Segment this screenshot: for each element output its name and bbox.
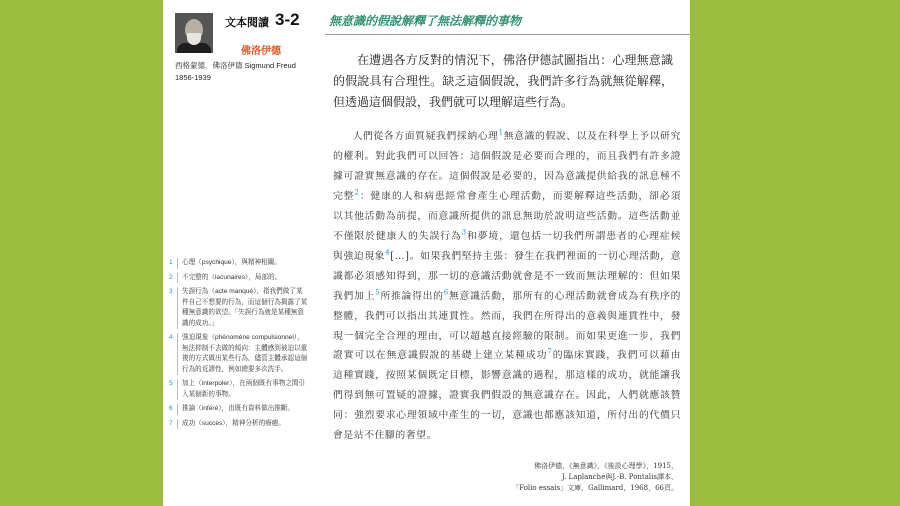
chapter-title: 無意識的假說解釋了無法解釋的事物 [329,14,522,28]
note-number: 7 [169,419,173,427]
note-text: 心理（psychique），與精神相關。 [177,258,309,269]
footnote-marker-4[interactable]: 4 [385,248,391,257]
note-item [169,404,309,415]
note-text: 加上（interpoler），在兩個既有事物之間引入某個新的事物。 [177,379,309,400]
note-number: 6 [169,405,173,412]
footnote-marker-2[interactable]: 2 [354,188,360,197]
main-text [333,127,681,446]
citation-line: 佛洛伊德，《無意識》，《後設心理學》，1915， [534,462,678,470]
footnote-marker-3[interactable]: 3 [461,228,467,237]
lesson-label: 文本閱讀 [225,17,269,29]
text-segment: 所推論得出的 [380,290,444,302]
citation-line: J. Laplanche與J.-B. Pontalis譯本， [561,473,678,481]
margin-notes [169,258,309,433]
note-text: 推論（inféré），由既有資料做出推斷。 [177,404,309,415]
header-divider [325,34,690,35]
citation-line: 「Folio essais」文庫，Gallimard，1968，66頁。 [512,484,678,492]
source-citation [478,461,678,494]
text-segment: 無意識的假說、以及在科學上予以研究的權利。對此我們可以回答：這個假說是必要而合理的，而且我們有許多證據可證實無意識的存在。這個假說是必要的，因為意識提供給我的訊息極不完整 [333,131,681,202]
author-years: 1856-1939 [175,73,211,82]
note-number: 3 [169,288,173,295]
note-number: 1 [169,259,173,266]
text-segment: 的臨床實踐，我們可以藉由這種實踐，按照某個既定目標，影響意識的過程，那這樣的成功，就能讓我們得到無可置疑的證據，證實我們假設的無意識存在。因此，人們就應該贊同：強烈要求心理領域中產生的一切，意識也都應該知道，所付出的代價只會是站不住腳的奢望。 [333,350,682,442]
note-item [169,379,309,400]
text-segment: 人們從各方面質疑我們採納心理 [352,131,499,142]
footnote-marker-1[interactable]: 1 [498,128,504,137]
note-text: 成功（succès），精神分析的療癒。 [177,419,309,430]
text-segment: ：健康的人和病患經常會產生心理活動，而要解釋這些活動，卻必須以其他活動為前提，而意識所提供的訊息無助於說明這些活動。這些活動並不僅限於健康人的失誤行為 [333,190,682,242]
lesson-number: 3-2 [275,10,300,29]
text-segment: 和夢境，還包括一切我們所謂患者的心理症候與強迫現象 [333,230,682,262]
footnote-marker-5[interactable]: 5 [375,288,381,297]
note-number: 5 [169,380,173,387]
text-segment: […]。如果我們堅持主張：發生在我們裡面的一切心理活動，意識都必須感知得到，那一切的意識活動就會是不一致而無法理解的：但如果我們加上 [333,250,682,302]
note-item [169,333,309,375]
note-text: 強迫現象（phénomène compulsionnel），無法抑制不去做的傾向：主體感到被迫以重複的方式做出某些行為，儘管主體承認這個行為的荒謬性，例如總要多次洗手。 [177,333,309,375]
note-number: 4 [169,334,173,341]
footnote-marker-6[interactable]: 6 [443,288,449,297]
note-text: 不完整的（lacunaires），局部的。 [177,273,309,284]
note-item [169,273,309,284]
note-item [169,258,309,269]
author-name: 佛洛伊德 [241,46,281,57]
note-item [169,419,309,430]
note-number: 2 [169,273,173,281]
intro-paragraph [333,50,673,113]
textbook-page [163,0,690,506]
note-text: 失誤行為（acte manqué），指我們做了某件自己不想要的行為，而這個行為揭露了某種無意識的欲望。「失誤行為就是某種無意識的成功。」 [177,287,309,329]
intro-text: 在遭遇各方反對的情況下，佛洛伊德試圖指出：心理無意識的假說具有合理性。缺乏這個假說，我們許多行為就無從解釋，但透過這個假設，我們就可以理解這些行為。 [333,53,673,109]
author-full-name: 西格蒙德．佛洛伊德 Sigmund Freud [175,61,296,70]
note-item [169,287,309,329]
main-paragraph [333,127,681,446]
freud-portrait [175,13,213,53]
text-segment: 無意識活動，那所有的心理活動就會成為有秩序的整體，我們可以指出其連貫性。然而，我們在所得出的意義與連貫性中，發現一個完全合理的理由，可以超越直接經驗的限制。而如果更進一步，我們證實可以在無意識假說的基礎上建立某種成功 [333,290,681,362]
footnote-marker-7[interactable]: 7 [547,348,553,357]
